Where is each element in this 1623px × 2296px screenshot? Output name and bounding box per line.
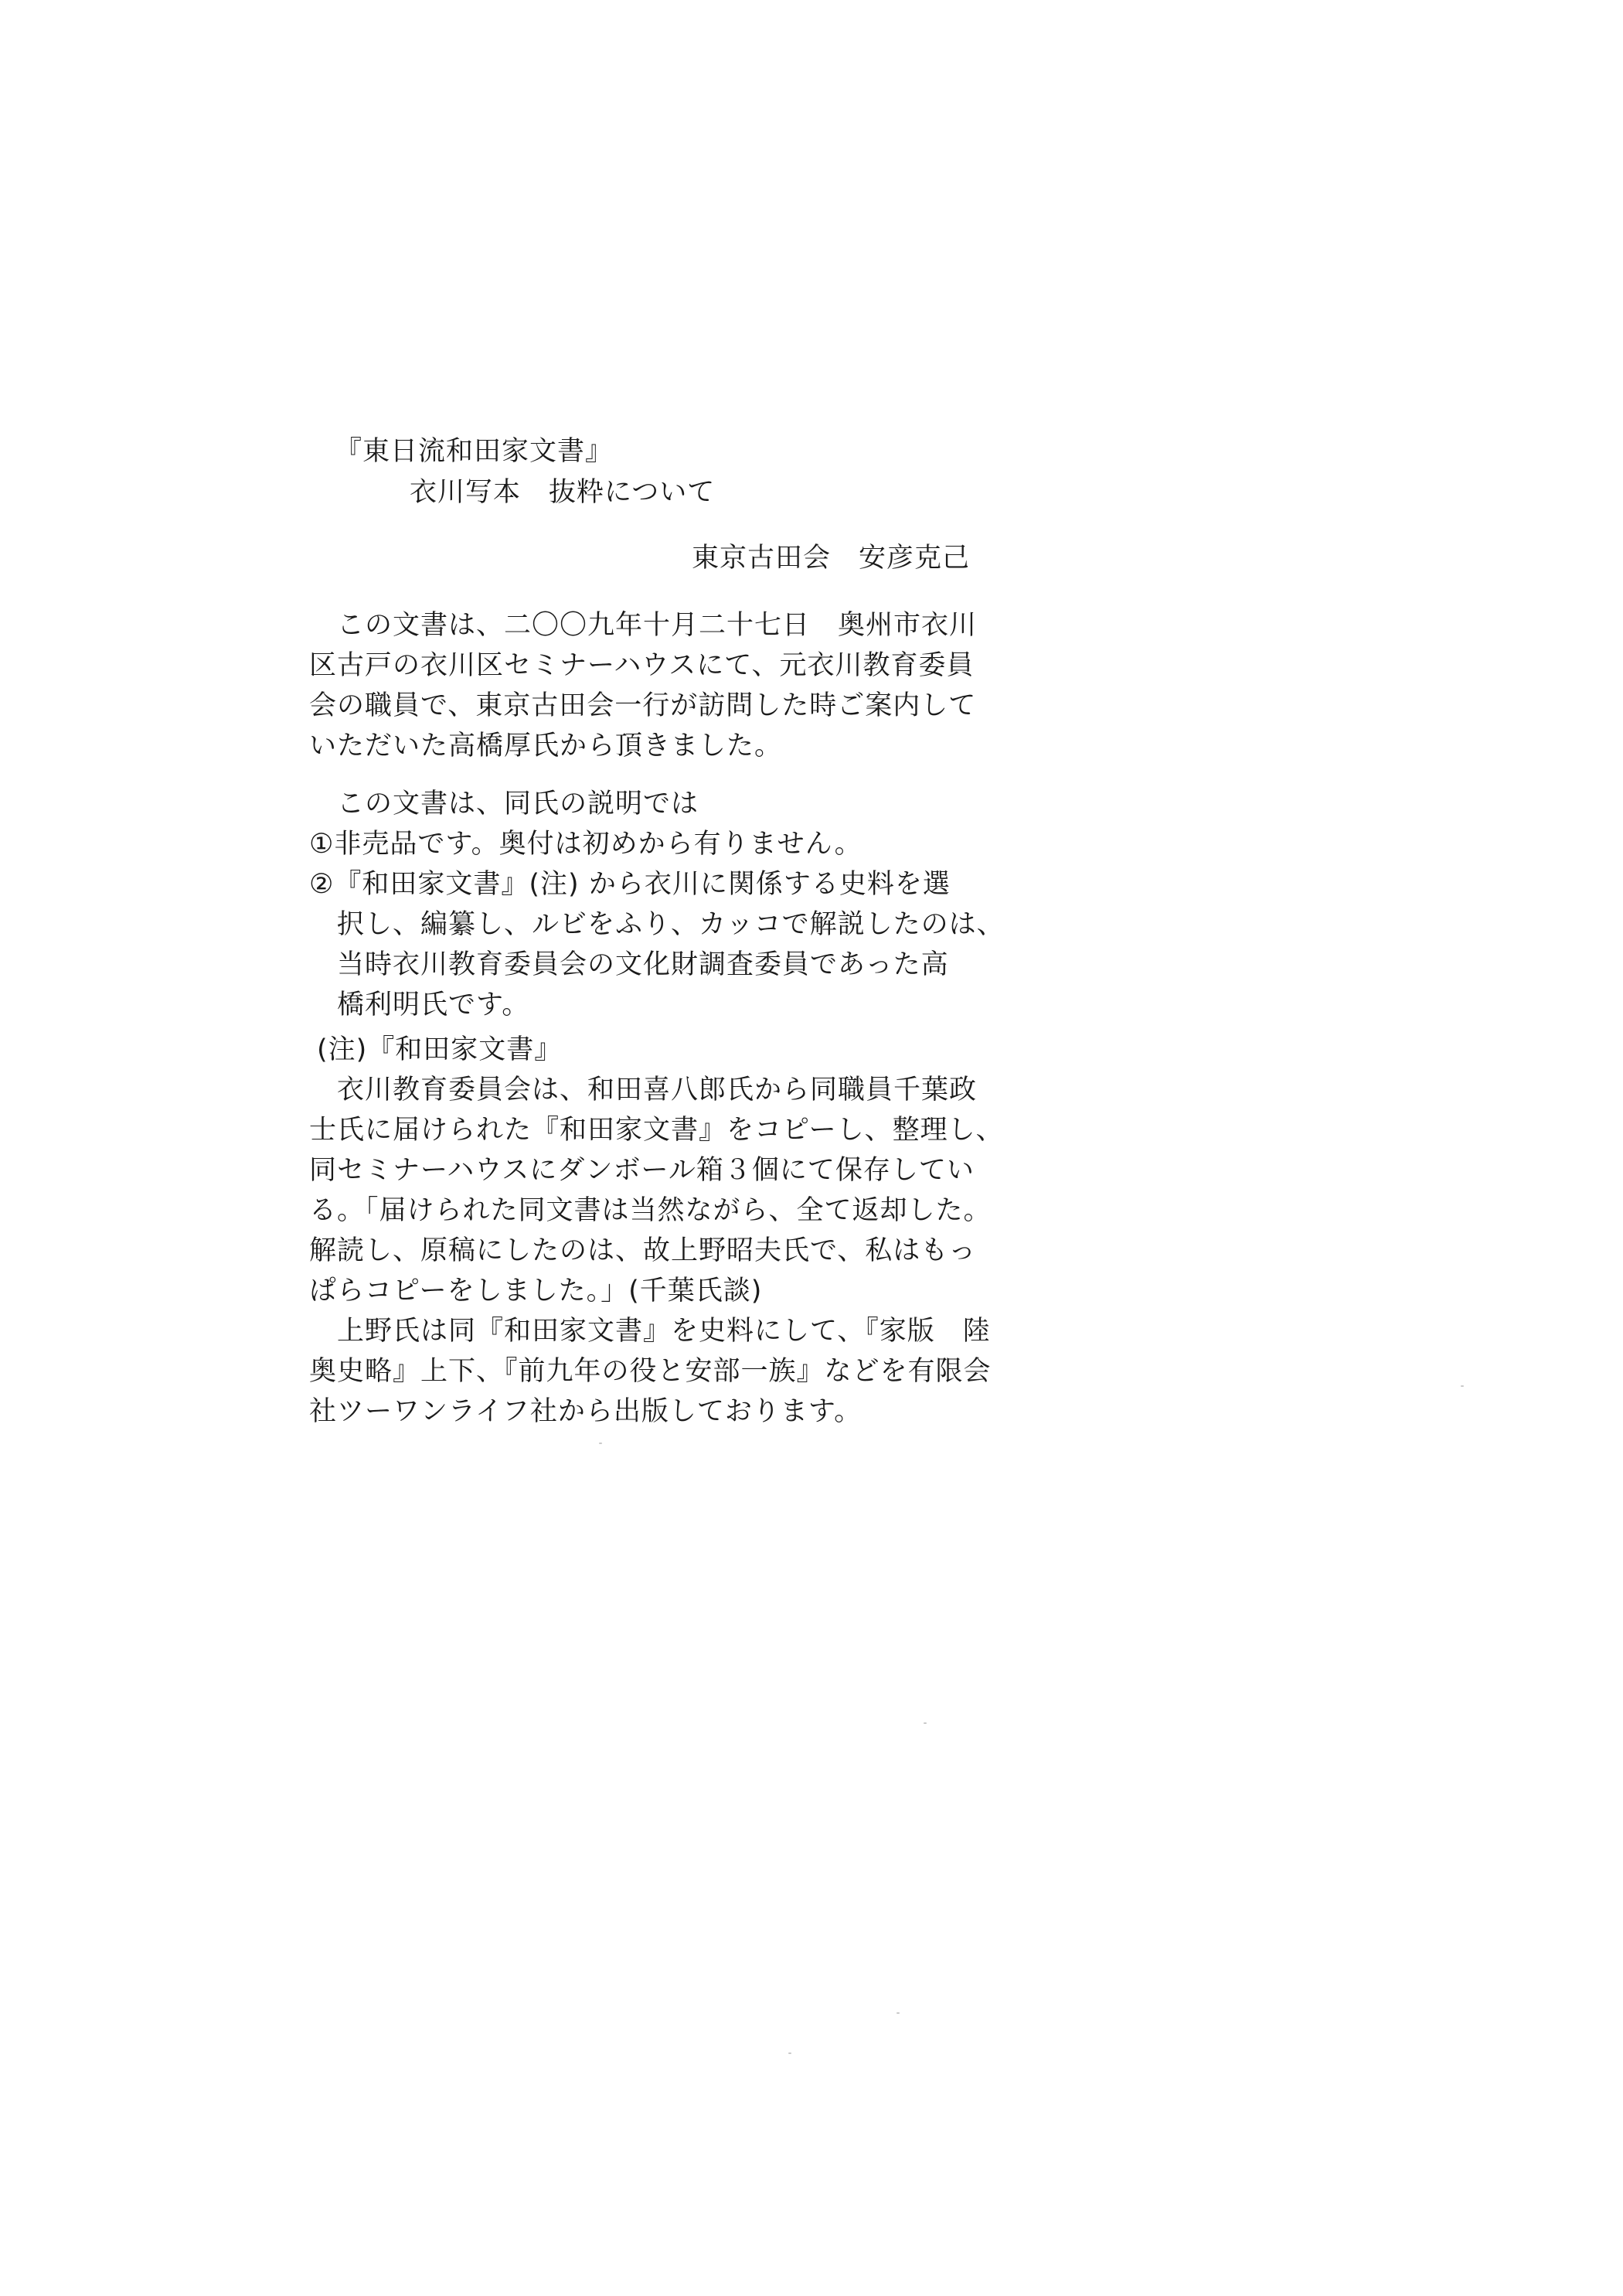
text-line: 択し、編纂し、ルビをふり、カッコで解説したのは、 (309, 909, 1005, 940)
text-line: 同セミナーハウスにダンボール箱３個にて保存してい (309, 1155, 975, 1186)
text-line: 会の職員で、東京古田会一行が訪問した時ご案内して (309, 690, 977, 721)
scan-speck (1461, 1385, 1464, 1387)
scan-speck (788, 2052, 791, 2054)
text-line: る。「届けられた同文書は当然ながら、全て返却した。 (309, 1195, 992, 1226)
document-subtitle: 衣川写本 抜粋について (410, 477, 716, 508)
author-line: 東京古田会 安彦克己 (692, 543, 971, 574)
scan-speck (897, 2012, 900, 2014)
text-line: 解読し、原稿にしたのは、故上野昭夫氏で、私はもっ (309, 1235, 977, 1266)
text-line: いただいた高橋厚氏から頂きました。 (309, 731, 783, 761)
text-line: ぱらコピーをしました。」(千葉氏談) (309, 1276, 763, 1306)
document-title: 『東日流和田家文書』 (335, 436, 614, 467)
text-line: この文書は、二〇〇九年十月二十七日 奥州市衣川 (309, 610, 978, 641)
scan-speck (599, 1443, 602, 1444)
list-item: ①非売品です。奥付は初めから有りません。 (309, 829, 863, 860)
text-line: 当時衣川教育委員会の文化財調査委員であった高 (309, 949, 949, 980)
text-line: 上野氏は同『和田家文書』を史料にして、『家版 陸 (309, 1316, 991, 1347)
text-line: この文書は、同氏の説明では (309, 789, 699, 819)
text-line: 区古戸の衣川区セミナーハウスにて、元衣川教育委員 (309, 650, 975, 681)
scan-speck (924, 1722, 927, 1724)
text-line: 衣川教育委員会は、和田喜八郎氏から同職員千葉政 (309, 1075, 978, 1105)
text-line: 橋利明氏です。 (309, 990, 530, 1020)
list-item: ②『和田家文書』(注) から衣川に関係する史料を選 (309, 869, 951, 900)
text-line: 社ツーワンライフ社から出版しております。 (309, 1396, 863, 1427)
note-heading: (注)『和田家文書』 (317, 1034, 563, 1065)
text-line: 奥史略』上下、『前九年の役と安部一族』などを有限会 (309, 1356, 992, 1387)
text-line: 士氏に届けられた『和田家文書』をコピーし、整理し、 (309, 1115, 1004, 1146)
